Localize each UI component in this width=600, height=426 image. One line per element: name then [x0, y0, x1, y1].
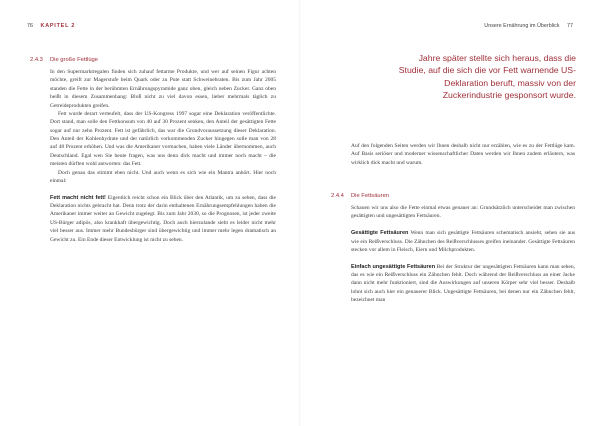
runin-paragraph	[351, 263, 575, 305]
left-running-head	[27, 23, 75, 29]
unsaturated-text: Bei der Struktur der ungesättigten Fettsäuren kann man sehen, das es wie ein Reißverschluss ein Zähnchen fehlt. Doch während der Reißverschluss an einer Jacke dann nicht mehr funktioniert, sind die Auswirkungen auf unseren Körper sehr viel besser. Deshalb lohnt sich auch hier ein genauerer Blick. Ungesättigte Fettsäuren, bei denen nur ein Zähnchen fehlt, bezeichnet man	[351, 263, 575, 304]
runin-paragraph	[50, 194, 276, 244]
runin-paragraph	[351, 229, 575, 254]
runin-text: Eigentlich reicht schon ein Blick über den Atlantik, um zu sehen, dass die Deklaration nichts gebracht hat. Denn trotz der darin enthaltenen Ernährungsempfehlungen haben die Amerikaner immer weiter an Gewicht zugelegt. Bis zum Jahr 2030, so die Prognosen, ist jeder zweite US-Bürger adipös, also krankhaft übergewichtig. Doch auch hierzulande sieht es leider nicht mehr viel besser aus. Immer mehr Bundesbürger sind übergewichtig und immer mehr legen dramatisch an Gewicht zu. Ein Ende dieser Entwicklung ist nicht zu sehen.	[50, 194, 276, 243]
left-page-number: 76	[27, 23, 33, 29]
section-heading-2-4-4	[331, 193, 389, 199]
section-title: Die Fettsäuren	[351, 193, 390, 199]
right-running-head	[484, 23, 573, 29]
right-body-text	[351, 204, 575, 305]
chapter-label: KAPITEL 2	[40, 23, 76, 29]
section-title: Die große Fettlüge	[50, 57, 99, 63]
right-intro-text	[351, 142, 575, 167]
body-paragraph: Fett wurde derart verteufelt, dass der US-Kongress 1997 sogar eine Deklaration veröffentlichte. Dort stand, man solle den Fettkonsum von 40 auf 30 Prozent senken, den Anteil der gesättigten Fette sogar auf nur zehn Prozent. Fett ist gefährlich, das war die Grundvoraussetzung dieser Deklaration. Den Anteil der Kohlenhydrate und der natürlich vorkommenden Zucker hingegen solle man von 28 auf 48 Prozent erhöhen. Und was die Amerikaner vormachen, haben viele Länder übernommen, auch Deutschland. Egal wen Sie heute fragen, was uns denn dick macht und immer noch macht – die meisten dürften wohl antworten: das Fett.	[50, 110, 276, 168]
unsaturated-label: Einfach ungesättigte Fettsäuren	[351, 263, 436, 270]
right-page-number: 77	[567, 23, 573, 29]
saturated-text: Wenn man sich gesättigte Fettsäuren schematisch ansieht, sehen sie aus wie ein Reißverschluss. Die Zähnchen des Reißverschlusses greifen ineinander. Gesättigte Fettsäuren stecken vor allem in Fleisch, Eiern und Milchprodukten.	[351, 230, 575, 253]
running-title: Unsere Ernährung im Überblick	[484, 23, 560, 29]
section-number: 2.4.4	[331, 193, 344, 199]
body-paragraph: Auf den folgenden Seiten werden wir Ihnen deshalb nicht nur erzählen, wie es zu der Fettlüge kam. Auf Basis seriöser und moderner wissenschaftlicher Daten werden wir Ihnen zudem erläutern, was wirklich dick macht und warum.	[351, 143, 575, 166]
runin-label: Fett macht nicht fett!	[50, 194, 106, 201]
body-paragraph: Schauen wir uns also die Fette einmal etwas genauer an: Grundsätzlich unterscheidet man zwischen gesättigten und ungesättigten Fettsäuren.	[351, 205, 575, 220]
section-number: 2.4.3	[30, 57, 43, 63]
section-heading-2-4-3	[30, 57, 98, 63]
left-body-text	[50, 68, 276, 244]
saturated-label: Gesättigte Fettsäuren	[351, 230, 409, 237]
body-paragraph: Doch genau das stimmt eben nicht. Und auch wenn es sich wie ein Mantra anhört. Hier noch einmal:	[50, 169, 276, 184]
pull-quote: Jahre später stellte sich heraus, dass die Studie, auf die sich die vor Fett warnende US-Deklaration beruft, massiv von der Zuckerindustrie gesponsort wurde.	[398, 53, 576, 101]
body-paragraph: In den Supermarktregalen finden sich zuhauf fettarme Produkte, und wer auf seinen Figur achten möchte, greift zur Magerstufe beim Quark oder zu Pute statt Schweinebraten. Bis zum Jahr 2005 standen die Fette in der berühmten Ernährungspyramide ganz oben, gleich neben Zucker. Ganz oben heißt in diesem Zusammenhang: Bloß nicht zu viel davon essen, lieber mehrmals täglich zu Getreideprodukten greifen.	[50, 69, 276, 109]
